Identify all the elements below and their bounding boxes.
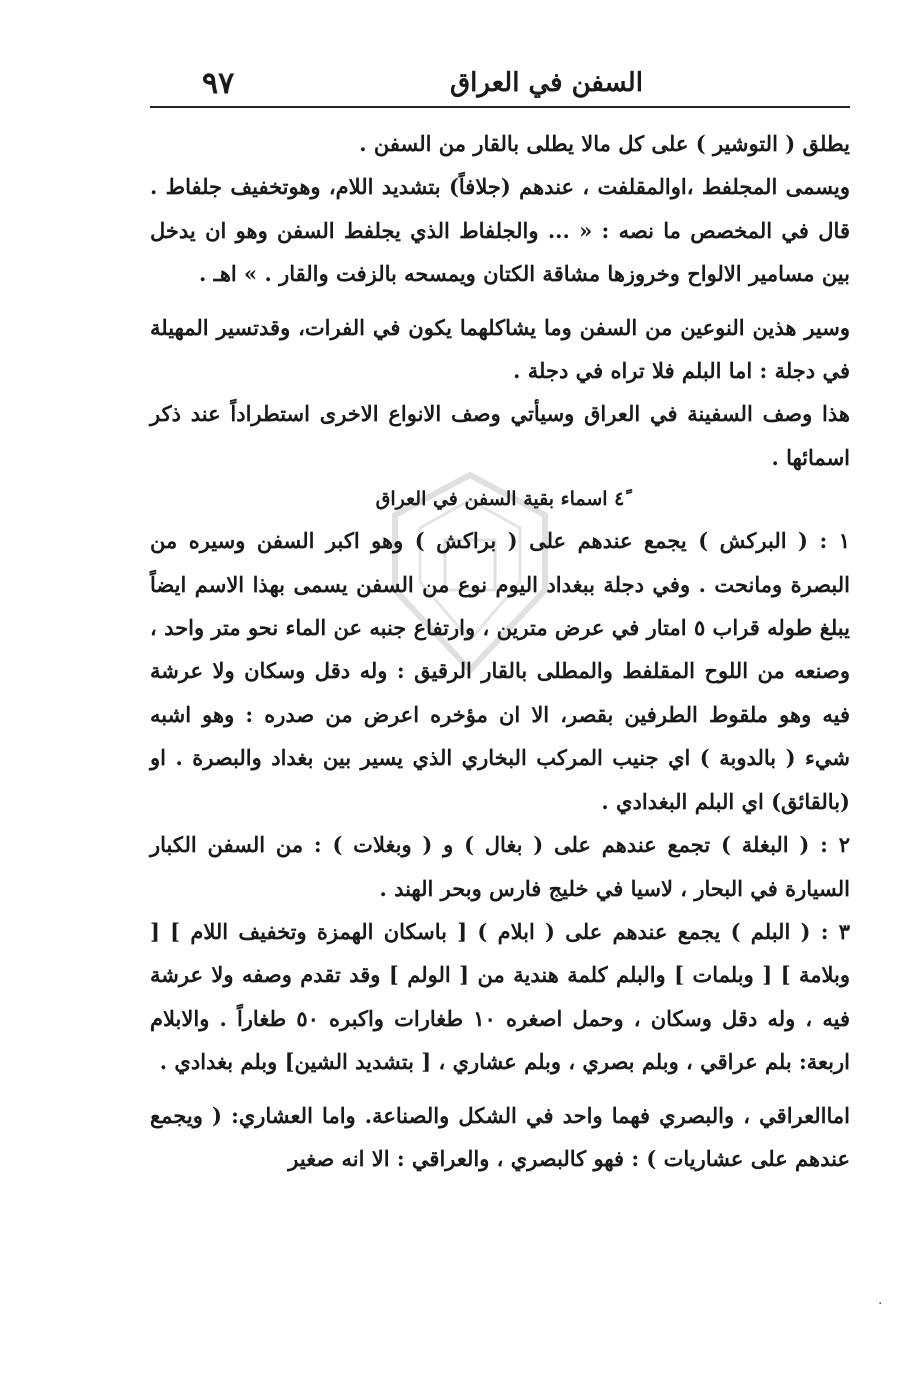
page-corner-mark: ·	[878, 1296, 883, 1312]
page-number: ٩٧	[202, 66, 235, 101]
paragraph: وسير هذين النوعين من السفن وما يشاكلهما يكون في الفرات، وقدتسير المهيلة في دجلة : اما البلم فلا تراه في دجلة .	[150, 314, 850, 384]
paragraph: ويسمى المجلفط ،اوالمقلفت ، عندهم (جلافاً) بتشديد اللام، وهوتخفيف جلفاط . قال في المخصص ما نصه : « ... والجلفاط الذي يجلفط السفن وهو ان يدخل بين مسامير الالواح وخروزها مشاقة الكتان ويمسحه بالزفت والقار . » اهـ .	[150, 174, 850, 287]
paragraph: هذا وصف السفينة في العراق وسيأتي وصف الانواع الاخرى استطراداً عند ذكر اسمائها .	[150, 401, 850, 470]
page-header	[150, 62, 850, 108]
body-text	[150, 122, 850, 1180]
list-item: اماالعراقي ، والبصري فهما واحد في الشكل والصناعة. واما العشاري: ( ويجمع عندهم على عشاريات ) : فهو كالبصري ، والعراقي : الا انه صغير	[150, 1102, 850, 1171]
paragraph: يطلق ( التوشير ) على كل مالا يطلى بالقار من السفن .	[359, 131, 850, 156]
list-item: ٣ : ( البلم ) يجمع عندهم على ( ابلام ) [ باسكان الهمزة وتخفيف اللام ] [ وبلامة ] [ وبلمات ] والبلم كلمة هندية من [ الولم ] وقد تقدم وصفه ولا عرشة فيه ، وله دقل وسكان ، وحمل اصغره ١٠ طغارات واكبره ٥٠ طغاراً . والابلام اربعة: بلم عراقي ، وبلم بصري ، وبلم عشاري ، [ بتشديد الشين] وبلم بغدادي .	[150, 918, 850, 1075]
section-heading: ٤ً اسماء بقية السفن في العراق	[375, 488, 625, 511]
list-item: ٢ : ( البغلة ) تجمع عندهم على ( بغال ) و ( وبغلات ) : من السفن الكبار السيارة في البحار ، لاسيا في خليج فارس وبحر الهند .	[150, 832, 850, 901]
list-item: ١ : ( البركش ) يجمع عندهم على ( براكش ) وهو اكبر السفن وسيره من البصرة ومانحت . وفي دجلة ببغداد اليوم نوع من السفن يسمى بهذا الاسم ايضاً يبلغ طوله قراب ٥ امتار في عرض مترين ، وارتفاع جنبه عن الماء نحو متر واحد ، وصنعه من اللوح المقلفط والمطلى بالقار الرقيق : وله دقل وسكان ولا عرشة فيه وهو ملقوط الطرفين بقصر، الا ان مؤخره اعرض من صدره : وهو اشبه شيء ( بالدوبة ) اي جنيب المركب البخاري الذي يسير بين بغداد والبصرة . او (بالقائق) اي البلم البغدادي .	[150, 528, 850, 814]
running-title: السفن في العراق	[450, 68, 643, 98]
